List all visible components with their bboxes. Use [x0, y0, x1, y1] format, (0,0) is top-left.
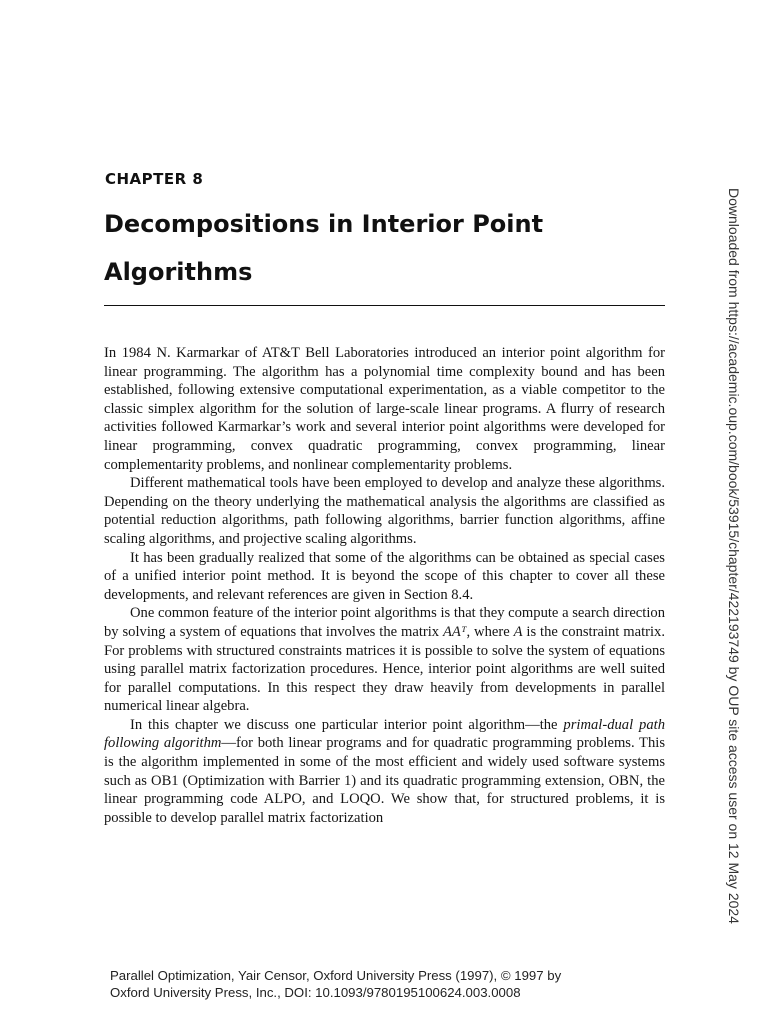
citation-footer [110, 967, 630, 1001]
citation-line-1: Parallel Optimization, Yair Censor, Oxford University Press (1997), © 1997 by [110, 968, 562, 983]
paragraph-1: In 1984 N. Karmarkar of AT&T Bell Laboratories introduced an interior point algorithm for linear programming. The algorithm has a polynomial time complexity bound and has been established, following extensive computational experimentation, as a viable competitor to the classic simplex algorithm for the solution of large-scale linear programs. A flurry of research activities followed Karmarkar’s work and several interior point algorithms were developed for linear programming, convex quadratic programming, convex programming, linear complementarity problems, and nonlinear complementarity problems. [104, 345, 665, 473]
chapter-title: Decompositions in Interior Point Algorithms [104, 210, 544, 286]
paragraph-2: Different mathematical tools have been employed to develop and analyze these algorithms. Depending on the theory underlying the mathematical analysis the algorithms are classified as potential reduction algorithms, path following algorithms, barrier function algorithms, affine scaling algorithms, and projective scaling algorithms. [104, 475, 665, 547]
paragraph-4 [104, 604, 665, 716]
algorithm-name: primal-dual path following algorithm [104, 716, 665, 752]
paragraph-3: It has been gradually realized that some of the algorithms can be obtained as special cases of a unified interior point method. It is beyond the scope of this chapter to cover all these developments, and relevant references are given in Section 8.4. [104, 549, 665, 603]
paragraph-4-text-a: One common feature of the interior point algorithms is that they compute a search direction by solving a system of equations that involves the matrix [104, 605, 665, 640]
paragraph-4-text-b: , where [466, 623, 514, 640]
paragraph-4-text-c: is the constraint matrix. For problems with structured constraints matrices it is possible to solve the system of equations using parallel matrix factorization procedures. Hence, interior point algorithms are well suited for parallel computations. In this respect they draw heavily from developments in parallel numerical linear algebra. [104, 623, 665, 715]
citation-line-2: Oxford University Press, Inc., DOI: 10.1093/9780195100624.003.0008 [110, 985, 521, 1000]
chapter-label: CHAPTER 8 [105, 170, 204, 188]
math-a: A [513, 623, 523, 640]
title-rule [104, 305, 665, 306]
math-aat: AAᵀ [443, 623, 467, 640]
paragraph-5 [104, 716, 665, 828]
paragraph-5-text-b: —for both linear programs and for quadratic programming problems. This is the algorithm implemented in some of the most efficient and widely used software systems such as OB1 (Optimization with Barrier 1) and its quadratic programming extension, OBN, the linear programming code ALPO, and LOQO. We show that, for structured problems, it is possible to develop parallel matrix factorization [104, 735, 665, 826]
download-watermark: Downloaded from https://academic.oup.com/book/53915/chapter/422193749 by OUP site access user on 12 May 2024 [726, 188, 742, 924]
paragraph-5-text-a: In this chapter we discuss one particular interior point algorithm—the [130, 716, 564, 733]
body-text [104, 344, 665, 827]
